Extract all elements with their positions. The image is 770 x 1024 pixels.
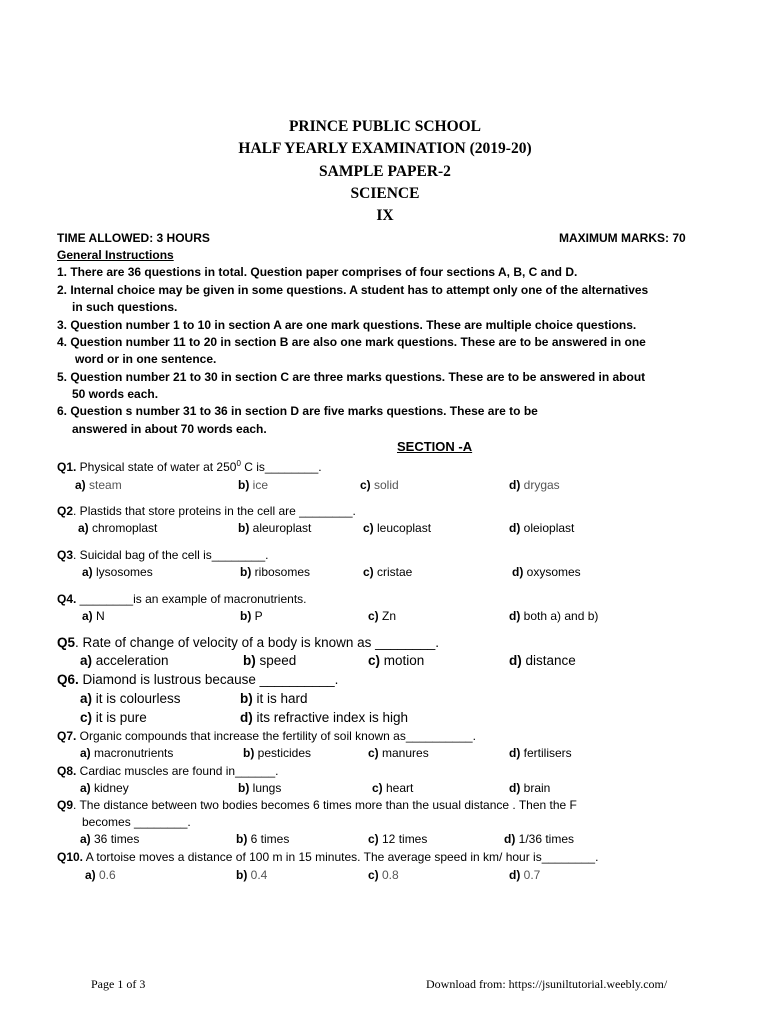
option-b: b) P bbox=[240, 609, 263, 623]
option-a: a) acceleration bbox=[80, 653, 169, 668]
question-3: Q3. Suicidal bag of the cell is________. bbox=[57, 548, 269, 562]
option-a: a) chromoplast bbox=[78, 521, 158, 535]
option-b: b) ribosomes bbox=[240, 565, 311, 579]
option-d: d) distance bbox=[509, 653, 576, 668]
class-title: IX bbox=[376, 207, 394, 224]
option-b: b) lungs bbox=[238, 781, 282, 795]
question-6: Q6. Diamond is lustrous because __________. bbox=[57, 672, 339, 687]
download-link[interactable]: Download from: https://jsuniltutorial.weebly.com/ bbox=[426, 977, 668, 991]
option-c: c) leucoplast bbox=[363, 521, 432, 535]
option-d: d) oleioplast bbox=[509, 521, 575, 535]
instruction-6-cont: answered in about 70 words each. bbox=[72, 422, 267, 436]
option-b: b) ice bbox=[238, 478, 269, 492]
option-d: d) drygas bbox=[509, 478, 560, 492]
option-a: a) N bbox=[82, 609, 105, 623]
option-c: c) solid bbox=[360, 478, 399, 492]
instruction-2-cont: in such questions. bbox=[72, 300, 178, 314]
question-1 bbox=[57, 460, 322, 474]
option-a: a) 36 times bbox=[80, 832, 140, 846]
option-c: c) motion bbox=[368, 653, 425, 668]
option-d: d) 0.7 bbox=[509, 868, 541, 882]
instruction-2: 2. Internal choice may be given in some questions. A student has to attempt only one of the alternatives bbox=[57, 283, 649, 297]
question-9: Q9. The distance between two bodies becomes 6 times more than the usual distance . Then the F bbox=[57, 798, 577, 812]
question-2: Q2. Plastids that store proteins in the cell are ________. bbox=[57, 504, 356, 518]
instruction-3: 3. Question number 1 to 10 in section A are one mark questions. These are multiple choice questions. bbox=[57, 318, 637, 332]
question-8: Q8. Cardiac muscles are found in______. bbox=[57, 764, 279, 778]
option-b: b) speed bbox=[243, 653, 297, 668]
option-c: c) manures bbox=[368, 746, 429, 760]
instructions-title: General Instructions bbox=[57, 248, 174, 262]
option-b: b) pesticides bbox=[243, 746, 312, 760]
option-a: a) steam bbox=[75, 478, 122, 492]
maximum-marks: MAXIMUM MARKS: 70 bbox=[559, 231, 686, 245]
question-text: Physical state of water at 250 bbox=[76, 460, 237, 474]
option-d: d) its refractive index is high bbox=[240, 710, 409, 725]
option-b: b) 0.4 bbox=[236, 868, 268, 882]
question-5: Q5. Rate of change of velocity of a body is known as ________. bbox=[57, 635, 440, 650]
option-b: b) aleuroplast bbox=[238, 521, 312, 535]
option-c: c) 0.8 bbox=[368, 868, 399, 882]
option-c: c) it is pure bbox=[80, 710, 147, 725]
instruction-5: 5. Question number 21 to 30 in section C are three marks questions. These are to be answered in about bbox=[57, 370, 646, 384]
subject-title: SCIENCE bbox=[350, 185, 420, 202]
superscript: 0 bbox=[236, 459, 241, 468]
exam-title: HALF YEARLY EXAMINATION (2019-20) bbox=[238, 140, 532, 157]
option-a: a) macronutrients bbox=[80, 746, 174, 760]
option-d: d) brain bbox=[509, 781, 551, 795]
option-a: a) it is colourless bbox=[80, 691, 181, 706]
instruction-1: 1. There are 36 questions in total. Question paper comprises of four sections A, B, C and D. bbox=[57, 265, 578, 279]
option-d: d) oxysomes bbox=[512, 565, 581, 579]
question-7: Q7. Organic compounds that increase the fertility of soil known as__________. bbox=[57, 729, 476, 743]
option-a: a) lysosomes bbox=[82, 565, 153, 579]
option-d: d) both a) and b) bbox=[509, 609, 599, 623]
option-a: a) kidney bbox=[80, 781, 129, 795]
instruction-5-cont: 50 words each. bbox=[72, 387, 159, 401]
option-b: b) it is hard bbox=[240, 691, 308, 706]
question-4: Q4. ________is an example of macronutrients. bbox=[57, 592, 307, 606]
instruction-6: 6. Question s number 31 to 36 in section D are five marks questions. These are to be bbox=[57, 404, 538, 418]
option-b: b) 6 times bbox=[236, 832, 290, 846]
section-a-title: SECTION -A bbox=[397, 439, 473, 454]
instruction-4: 4. Question number 11 to 20 in section B are also one mark questions. These are to be answered in one bbox=[57, 335, 646, 349]
time-allowed: TIME ALLOWED: 3 HOURS bbox=[57, 231, 210, 245]
option-a: a) 0.6 bbox=[85, 868, 116, 882]
school-name: PRINCE PUBLIC SCHOOL bbox=[288, 118, 482, 135]
page-number: Page 1 of 3 bbox=[91, 977, 146, 991]
question-text-cont: C is________. bbox=[240, 460, 322, 474]
option-d: d) 1/36 times bbox=[504, 832, 575, 846]
option-c: c) cristae bbox=[363, 565, 413, 579]
option-d: d) fertilisers bbox=[509, 746, 572, 760]
question-10: Q10. A tortoise moves a distance of 100 m in 15 minutes. The average speed in km/ hour is________. bbox=[57, 850, 599, 864]
question-number: Q1. bbox=[57, 460, 77, 474]
paper-title: SAMPLE PAPER-2 bbox=[319, 163, 451, 180]
option-c: c) 12 times bbox=[368, 832, 428, 846]
instruction-4-cont: word or in one sentence. bbox=[75, 352, 217, 366]
question-9-cont: becomes ________. bbox=[82, 815, 191, 829]
option-c: c) Zn bbox=[368, 609, 397, 623]
option-c: c) heart bbox=[372, 781, 414, 795]
